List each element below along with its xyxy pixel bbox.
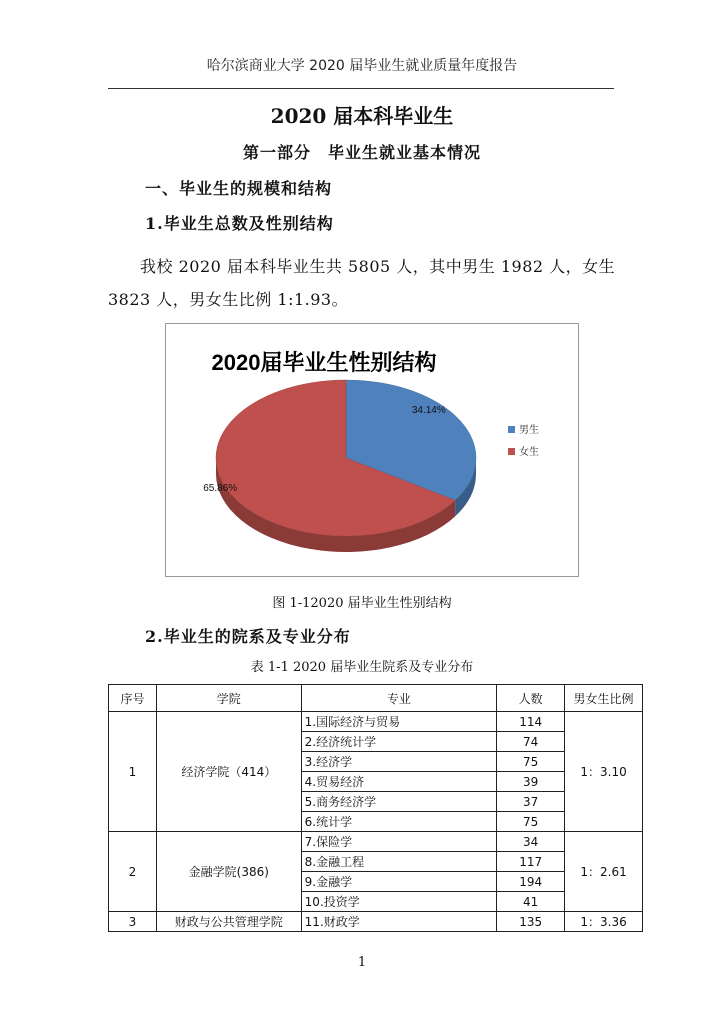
chart-title: 2020届毕业生性别结构 [211,350,437,375]
major-cell: 9.金融学 [301,872,497,892]
row-number-cell: 1 [109,712,157,832]
row-number-cell: 2 [109,832,157,912]
count-cell: 37 [497,792,565,812]
count-cell: 194 [497,872,565,892]
legend-label: 男生 [519,425,539,436]
header-cell: 男女生比例 [565,685,643,712]
table-caption: 表 1-1 2020 届毕业生院系及专业分布 [250,660,474,675]
row-number-cell: 3 [109,912,157,932]
major-cell: 8.金融工程 [301,852,497,872]
major-cell: 7.保险学 [301,832,497,852]
part-title: 第一部分 毕业生就业基本情况 [242,143,481,162]
count-cell: 114 [497,712,565,732]
summary-paragraph: 我校 2020 届本科毕业生共 5805 人，其中男生 1982 人，女生 3823 人，男女生比例 1:1.93。 [108,257,616,309]
major-cell: 3.经济学 [301,752,497,772]
legend-swatch [508,426,515,433]
legend-label: 女生 [519,447,539,458]
pie-data-label: 34.14% [411,404,446,416]
table-row [109,712,643,732]
major-cell: 10.投资学 [301,892,497,912]
pie-data-label: 65.86% [203,483,238,495]
page-number: 1 [357,955,367,970]
header-cell: 序号 [109,685,157,712]
major-cell: 2.经济统计学 [301,732,497,752]
major-cell: 5.商务经济学 [301,792,497,812]
college-cell: 金融学院(386) [156,832,301,912]
pie-chart-svg [166,324,578,576]
page-header: 哈尔滨商业大学 2020 届毕业生就业质量年度报告 [206,58,518,74]
count-cell: 75 [497,752,565,772]
legend-swatch [508,448,515,455]
major-cell: 6.统计学 [301,812,497,832]
table-header-row [109,685,643,712]
header-cell: 专业 [301,685,497,712]
count-cell: 39 [497,772,565,792]
header-divider [108,88,614,89]
distribution-table [108,684,643,932]
count-cell: 41 [497,892,565,912]
header-cell: 人数 [497,685,565,712]
major-cell: 4.贸易经济 [301,772,497,792]
table-row [109,912,643,932]
ratio-cell: 1：3.10 [565,712,643,832]
college-cell: 经济学院（414） [156,712,301,832]
count-cell: 34 [497,832,565,852]
gender-pie-chart [165,323,579,577]
header-cell: 学院 [156,685,301,712]
figure-caption: 图 1-12020 届毕业生性别结构 [272,596,452,611]
count-cell: 75 [497,812,565,832]
subsection-heading-distribution: 2.毕业生的院系及专业分布 [145,627,351,646]
section-heading: 一、毕业生的规模和结构 [145,179,333,198]
major-cell: 11.财政学 [301,912,497,932]
count-cell: 135 [497,912,565,932]
ratio-cell: 1：2.61 [565,832,643,912]
subsection-heading-gender: 1.毕业生总数及性别结构 [145,214,334,233]
document-title: 2020 届本科毕业生 [270,104,454,128]
count-cell: 74 [497,732,565,752]
table-row [109,832,643,852]
college-cell: 财政与公共管理学院 [156,912,301,932]
major-cell: 1.国际经济与贸易 [301,712,497,732]
ratio-cell: 1：3.36 [565,912,643,932]
count-cell: 117 [497,852,565,872]
